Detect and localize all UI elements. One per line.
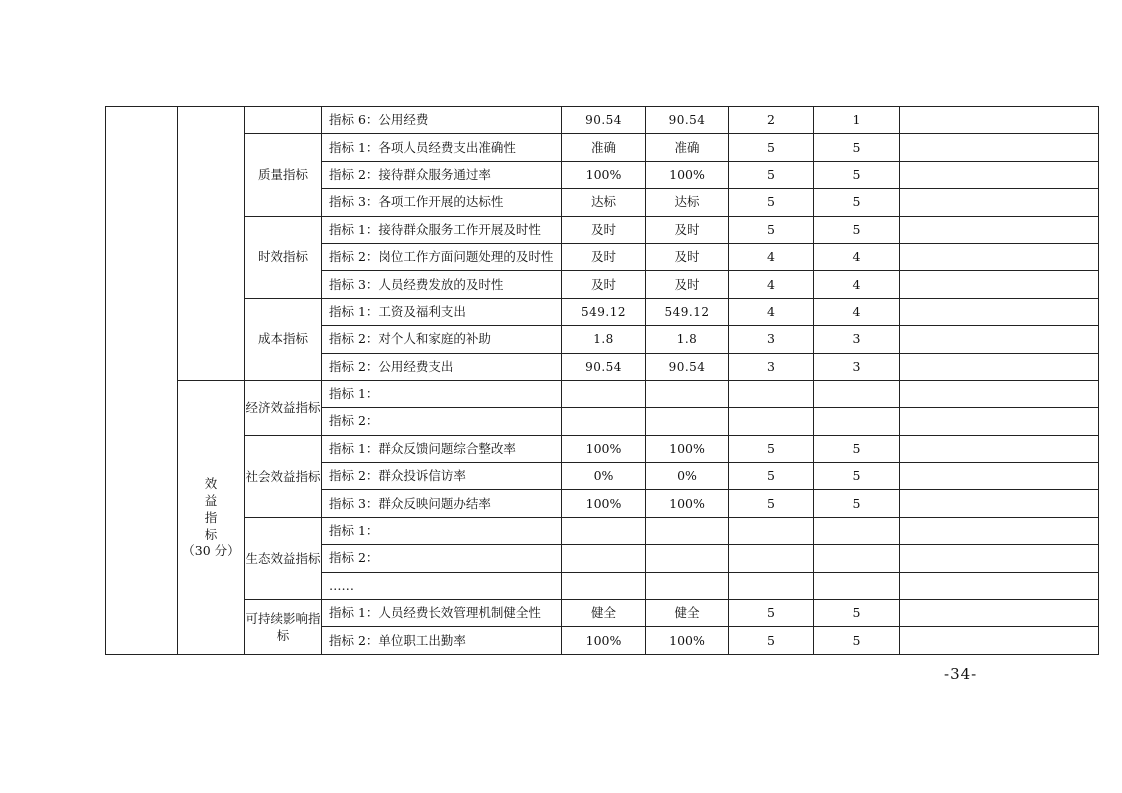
plan-value-cell (562, 408, 646, 435)
plan-value-cell: 及时 (562, 271, 646, 298)
indicator-cell: 指标 1： (322, 380, 562, 407)
note-cell (900, 326, 1099, 353)
indicator-cell: 指标 1： (322, 517, 562, 544)
score-cell: 5 (814, 161, 900, 188)
weight-cell: 3 (729, 326, 814, 353)
indicator-cell: 指标 3：各项工作开展的达标性 (322, 189, 562, 216)
indicator-cell: 指标 1：群众反馈问题综合整改率 (322, 435, 562, 462)
plan-value-cell: 90.54 (562, 107, 646, 134)
score-cell: 5 (814, 490, 900, 517)
weight-cell: 4 (729, 243, 814, 270)
actual-value-cell: 达标 (646, 189, 729, 216)
weight-cell: 5 (729, 216, 814, 243)
actual-value-cell: 90.54 (646, 353, 729, 380)
plan-value-cell (562, 572, 646, 599)
table-row (106, 298, 1099, 325)
indicator-cell: 指标 3：人员经费发放的及时性 (322, 271, 562, 298)
category-ecological: 生态效益指标 (245, 517, 322, 599)
table-row (106, 107, 1099, 134)
note-cell (900, 353, 1099, 380)
table-row (106, 216, 1099, 243)
note-cell (900, 627, 1099, 654)
score-cell: 4 (814, 298, 900, 325)
category-cost: 成本指标 (245, 298, 322, 380)
plan-value-cell: 1.8 (562, 326, 646, 353)
score-cell (814, 408, 900, 435)
weight-cell: 5 (729, 134, 814, 161)
output-group-cell (178, 107, 245, 381)
note-cell (900, 161, 1099, 188)
actual-value-cell: 1.8 (646, 326, 729, 353)
plan-value-cell: 549.12 (562, 298, 646, 325)
note-cell (900, 517, 1099, 544)
note-cell (900, 216, 1099, 243)
note-cell (900, 490, 1099, 517)
weight-cell: 5 (729, 627, 814, 654)
plan-value-cell (562, 517, 646, 544)
plan-value-cell (562, 380, 646, 407)
indicator-cell: 指标 2：接待群众服务通过率 (322, 161, 562, 188)
score-cell: 5 (814, 463, 900, 490)
plan-value-cell: 准确 (562, 134, 646, 161)
benefit-group-cell (178, 380, 245, 654)
category-economic: 经济效益指标 (245, 380, 322, 435)
category-quality: 质量指标 (245, 134, 322, 216)
score-cell: 5 (814, 627, 900, 654)
indicator-cell: 指标 1：人员经费长效管理机制健全性 (322, 600, 562, 627)
score-cell: 3 (814, 326, 900, 353)
score-cell: 4 (814, 243, 900, 270)
benefit-group-points: （30 分） (182, 543, 240, 559)
plan-value-cell: 0% (562, 463, 646, 490)
actual-value-cell: 100% (646, 435, 729, 462)
page-number: -34- (944, 665, 978, 683)
indicator-cell: 指标 3：群众反映问题办结率 (322, 490, 562, 517)
actual-value-cell: 及时 (646, 243, 729, 270)
score-cell: 4 (814, 271, 900, 298)
plan-value-cell: 100% (562, 627, 646, 654)
score-cell: 5 (814, 216, 900, 243)
indicator-cell: 指标 1：工资及福利支出 (322, 298, 562, 325)
weight-cell: 5 (729, 189, 814, 216)
indicator-cell: 指标 2：对个人和家庭的补助 (322, 326, 562, 353)
score-cell: 5 (814, 189, 900, 216)
plan-value-cell: 及时 (562, 216, 646, 243)
weight-cell (729, 572, 814, 599)
category-social: 社会效益指标 (245, 435, 322, 517)
actual-value-cell (646, 380, 729, 407)
indicator-cell: 指标 2：群众投诉信访率 (322, 463, 562, 490)
weight-cell: 5 (729, 435, 814, 462)
weight-cell (729, 545, 814, 572)
note-cell (900, 107, 1099, 134)
indicator-cell: …… (322, 572, 562, 599)
note-cell (900, 435, 1099, 462)
plan-value-cell: 100% (562, 435, 646, 462)
score-cell (814, 572, 900, 599)
indicator-cell: 指标 1：各项人员经费支出准确性 (322, 134, 562, 161)
note-cell (900, 134, 1099, 161)
actual-value-cell: 及时 (646, 271, 729, 298)
indicator-cell: 指标 1：接待群众服务工作开展及时性 (322, 216, 562, 243)
score-cell (814, 545, 900, 572)
category-timeliness: 时效指标 (245, 216, 322, 298)
score-cell (814, 517, 900, 544)
plan-value-cell (562, 545, 646, 572)
score-cell: 3 (814, 353, 900, 380)
actual-value-cell: 准确 (646, 134, 729, 161)
score-cell: 1 (814, 107, 900, 134)
note-cell (900, 380, 1099, 407)
indicator-cell: 指标 6：公用经费 (322, 107, 562, 134)
weight-cell: 4 (729, 271, 814, 298)
table-row (106, 600, 1099, 627)
weight-cell: 5 (729, 600, 814, 627)
score-cell: 5 (814, 435, 900, 462)
weight-cell (729, 380, 814, 407)
weight-cell (729, 517, 814, 544)
actual-value-cell (646, 545, 729, 572)
table-row (106, 435, 1099, 462)
actual-value-cell: 90.54 (646, 107, 729, 134)
weight-cell: 5 (729, 490, 814, 517)
weight-cell: 5 (729, 463, 814, 490)
actual-value-cell (646, 572, 729, 599)
category-sustainable: 可持续影响指标 (245, 600, 322, 655)
indicator-cell: 指标 2： (322, 408, 562, 435)
actual-value-cell (646, 517, 729, 544)
subcategory-cell-empty (245, 107, 322, 134)
indicator-cell: 指标 2： (322, 545, 562, 572)
indicator-cell: 指标 2：岗位工作方面问题处理的及时性 (322, 243, 562, 270)
indicator-cell: 指标 2：公用经费支出 (322, 353, 562, 380)
plan-value-cell: 达标 (562, 189, 646, 216)
table-row (106, 134, 1099, 161)
actual-value-cell (646, 408, 729, 435)
note-cell (900, 545, 1099, 572)
weight-cell: 4 (729, 298, 814, 325)
plan-value-cell: 100% (562, 490, 646, 517)
actual-value-cell: 100% (646, 490, 729, 517)
score-cell: 5 (814, 134, 900, 161)
performance-table (105, 106, 1099, 655)
group-cell-empty (106, 107, 178, 655)
table-row (106, 380, 1099, 407)
note-cell (900, 572, 1099, 599)
actual-value-cell: 健全 (646, 600, 729, 627)
score-cell: 5 (814, 600, 900, 627)
note-cell (900, 271, 1099, 298)
note-cell (900, 298, 1099, 325)
score-cell (814, 380, 900, 407)
actual-value-cell: 0% (646, 463, 729, 490)
note-cell (900, 189, 1099, 216)
table-row (106, 517, 1099, 544)
benefit-group-label: 效益指标 (204, 476, 218, 543)
plan-value-cell: 健全 (562, 600, 646, 627)
plan-value-cell: 及时 (562, 243, 646, 270)
note-cell (900, 463, 1099, 490)
weight-cell: 2 (729, 107, 814, 134)
plan-value-cell: 100% (562, 161, 646, 188)
note-cell (900, 600, 1099, 627)
indicator-cell: 指标 2：单位职工出勤率 (322, 627, 562, 654)
actual-value-cell: 100% (646, 161, 729, 188)
actual-value-cell: 100% (646, 627, 729, 654)
plan-value-cell: 90.54 (562, 353, 646, 380)
actual-value-cell: 及时 (646, 216, 729, 243)
weight-cell: 3 (729, 353, 814, 380)
note-cell (900, 243, 1099, 270)
weight-cell: 5 (729, 161, 814, 188)
weight-cell (729, 408, 814, 435)
note-cell (900, 408, 1099, 435)
actual-value-cell: 549.12 (646, 298, 729, 325)
